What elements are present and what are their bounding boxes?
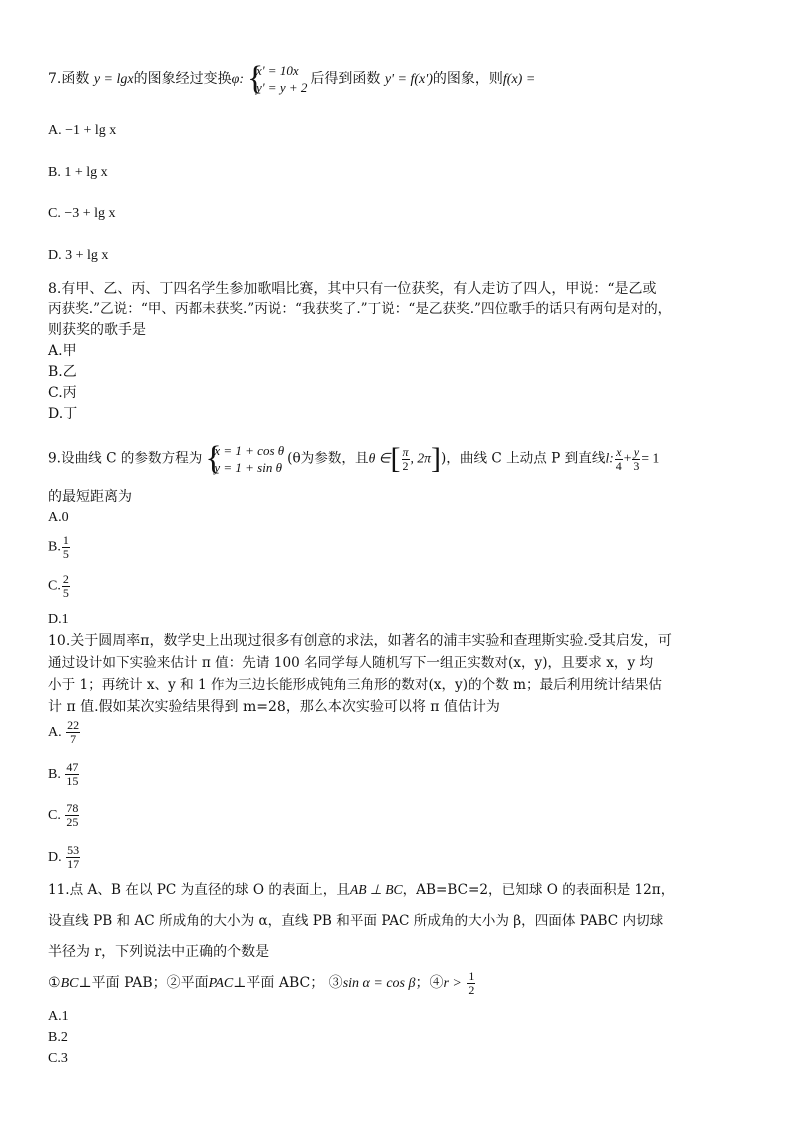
q9-text: (θ为参数，且: [287, 450, 369, 467]
q9-parametric-system: { x = 1 + cos θ y = 1 + sin θ: [205, 440, 285, 477]
q11-line: 半径为 r，下列说法中正确的个数是: [48, 944, 270, 960]
q9-plus: +: [623, 450, 632, 466]
fraction-denominator: 2: [402, 458, 409, 473]
q10-option-d: [48, 844, 81, 872]
option-label: B.: [48, 364, 63, 380]
q7-text: 的图象，则: [432, 71, 503, 87]
option-value: 1 + lg x: [64, 165, 108, 180]
q7-system-row: y' = y + 2: [256, 80, 308, 95]
q8-option-b: [48, 362, 77, 382]
q9-option-d: [48, 610, 69, 630]
q7-text: 的图象经过变换: [133, 71, 232, 87]
q9-theta: θ ∈: [368, 450, 391, 466]
q11-math: PAC: [208, 976, 234, 991]
q11-statements: [48, 969, 476, 998]
q9-equals: = 1: [641, 450, 660, 466]
fraction-denominator: 7: [70, 732, 77, 747]
fraction-numerator: x: [616, 444, 622, 459]
option-label: C.: [48, 808, 61, 823]
q11-text: ⊥平面 ABC； ③: [233, 975, 343, 991]
option-label: D.: [48, 612, 62, 627]
fraction-denominator: 17: [67, 857, 80, 872]
option-label: A.: [48, 343, 63, 359]
q7-text: 函数: [61, 71, 90, 87]
q11-text: ；④: [415, 975, 444, 991]
q11-line: 设直线 PB 和 AC 所成角的大小为 α，直线 PB 和平面 PAC 所成角的大小为 β，四面体 PABC 内切球: [48, 913, 664, 929]
fraction-numerator: 47: [66, 760, 79, 775]
fraction-numerator: 22: [67, 718, 80, 733]
option-fraction: [66, 844, 80, 871]
q10-line: 小于 1；再统计 x、y 和 1 作为三边长能形成钝角三角形的数对(x，y)的个数 m；最后利用统计结果估: [48, 677, 662, 693]
q7-function: y' = f(x'): [384, 72, 433, 87]
fraction-denominator: 5: [62, 547, 69, 561]
q8-option-d: [48, 404, 77, 424]
option-value: 1: [61, 612, 69, 627]
q9-line-fraction-y: [632, 446, 640, 473]
q8-option-a: [48, 341, 77, 361]
q9-interval-fraction: [402, 446, 410, 473]
option-label: A.: [48, 1009, 62, 1024]
q11-option-c: [48, 1049, 68, 1069]
q9-option-c: [48, 573, 71, 600]
fraction-numerator: 1: [62, 533, 69, 547]
fraction-numerator: 1: [468, 968, 475, 983]
q11-text: 11.点 A、B 在以 PC 为直径的球 O 的表面上，且: [48, 882, 350, 898]
option-value: −1 + lg x: [65, 123, 117, 138]
option-fraction: [66, 719, 80, 746]
q8-line: 丙获奖.”乙说：“甲、丙都未获奖.”丙说：“我获奖了.”丁说：“是乙获奖.”四位歌手的话只有两句是对的，: [48, 301, 672, 317]
option-fraction: [65, 802, 79, 829]
q7-text: 后得到函数: [310, 71, 381, 87]
option-value: 丁: [63, 406, 78, 422]
q7-option-a: [48, 121, 116, 141]
fraction-denominator: 25: [66, 815, 79, 830]
q9-text: 9.设曲线 C 的参数方程为: [48, 450, 203, 467]
option-value: −3 + lg x: [64, 206, 116, 221]
fraction-numerator: y: [633, 444, 640, 459]
q10-line: 10.关于圆周率π，数学史上出现过很多有创意的求法，如著名的浦丰实验和查理斯实验.受其启发，可: [48, 633, 672, 649]
fraction-denominator: 15: [66, 774, 79, 789]
q10-option-b: [48, 761, 80, 789]
option-label: A.: [48, 510, 62, 525]
option-label: B.: [48, 539, 61, 555]
q7-transform-system: { x' = 10x y' = y + 2: [247, 60, 308, 97]
option-label: C.: [48, 385, 63, 401]
option-label: A.: [48, 123, 62, 138]
fraction-denominator: 5: [62, 586, 69, 600]
q7-fx: f(x) =: [502, 72, 536, 87]
q11-text: ⊥平面 PAB；②平面: [78, 975, 209, 991]
q7-stem: [48, 62, 535, 96]
option-label: D.: [48, 406, 64, 422]
fraction-numerator: 2: [62, 572, 69, 586]
q7-system-row: x' = 10x: [256, 63, 299, 78]
option-label: C.: [48, 206, 61, 221]
option-label: D.: [48, 850, 62, 865]
option-label: A.: [48, 725, 62, 740]
q11-math: r >: [443, 976, 462, 991]
option-fraction: [62, 573, 70, 600]
q8-option-c: [48, 383, 77, 403]
q7-option-b: [48, 163, 108, 183]
q8-line: 8.有甲、乙、丙、丁四名学生参加歌唱比赛，其中只有一位获奖，有人走访了四人，甲说：“是乙或: [48, 281, 657, 297]
q11-fraction: [467, 970, 475, 997]
q9-stem: 9.设曲线 C 的参数方程为 { x = 1 + cos θ y = 1 + sin θ (θ为参数，且θ ∈[ $\frac{\pi}{2}$ , 2π])，曲线 C 上动点 P 到直线l: $\frac{x}{4}$ + $\frac{y}{3}$ = 1: [48, 440, 660, 477]
q9-line-l: l:: [605, 450, 614, 466]
q10-option-a: [48, 719, 81, 747]
q7-option-c: [48, 204, 116, 224]
option-label: B.: [48, 767, 61, 782]
q11-text: ，AB=BC=2，已知球 O 的表面积是 12π，: [402, 882, 675, 898]
q9-interval-tail: , 2π: [410, 450, 431, 466]
option-value: 0: [61, 510, 69, 525]
fraction-numerator: π: [402, 444, 409, 459]
option-label: B.: [48, 1030, 61, 1045]
q7-number: 7.: [48, 71, 62, 87]
q9-option-a: [48, 508, 69, 528]
fraction-numerator: 53: [67, 843, 80, 858]
option-fraction: [65, 761, 79, 788]
option-label: C.: [48, 578, 61, 594]
option-fraction: [62, 534, 70, 561]
q8-line: 则获奖的歌手是: [48, 322, 146, 338]
q9-system-row: y = 1 + sin θ: [214, 460, 282, 475]
q11-option-a: [48, 1007, 69, 1027]
q11-math: BC: [60, 976, 79, 991]
option-label: D.: [48, 248, 62, 263]
option-value: 1: [61, 1009, 69, 1024]
option-value: 3: [60, 1051, 68, 1066]
fraction-denominator: 2: [468, 982, 475, 997]
fraction-denominator: 3: [633, 458, 640, 473]
option-label: B.: [48, 165, 61, 180]
statement-marker: ①: [48, 975, 61, 991]
q10-line: 计 π 值.假如某次实验结果得到 m=28，那么本次实验可以将 π 值估计为: [48, 699, 500, 715]
q9-option-b: [48, 534, 71, 561]
q11-math: sin α = cos β: [342, 976, 416, 991]
fraction-numerator: 78: [66, 801, 79, 816]
option-label: C.: [48, 1051, 61, 1066]
q7-function: y = lgx: [93, 72, 134, 87]
option-value: 2: [60, 1030, 68, 1045]
fraction-denominator: 4: [615, 458, 622, 473]
option-value: 甲: [62, 343, 77, 359]
q10-option-c: [48, 802, 80, 830]
option-value: 乙: [62, 364, 77, 380]
q9-text: )，曲线 C 上动点 P 到直线: [440, 450, 606, 467]
q11-line: [48, 880, 674, 900]
q11-math: AB ⊥ BC: [349, 882, 403, 897]
q9-line-fraction-x: [615, 446, 623, 473]
q11-option-b: [48, 1028, 68, 1048]
option-value: 3 + lg x: [65, 248, 109, 263]
q9-line: 的最短距离为: [48, 489, 132, 505]
q10-line: 通过设计如下实验来估计 π 值：先请 100 名同学每人随机写下一组正实数对(x，y)，且要求 x，y 均: [48, 655, 654, 671]
q9-system-row: x = 1 + cos θ: [214, 443, 285, 458]
q7-option-d: [48, 246, 108, 266]
q7-phi: φ:: [231, 72, 244, 87]
option-value: 丙: [62, 385, 77, 401]
